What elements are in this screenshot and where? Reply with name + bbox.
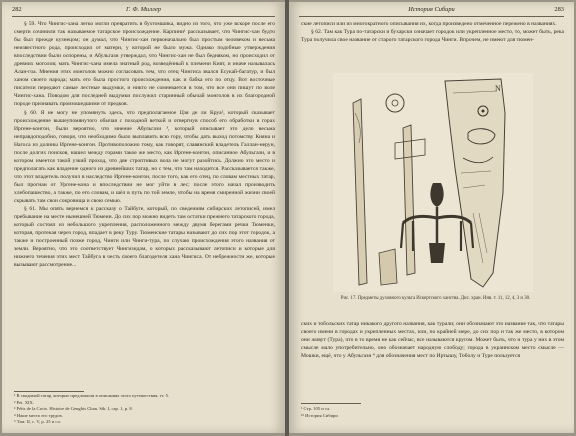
left-running-head: Г. Ф. Миллер [126, 6, 161, 13]
left-paragraph-60: § 60. Я не могу не упомянуть здесь, что предполагаемое Цзя де ли Круа², который сказывает происхождение вышеупомянутого обычая с походной веткой и отвергнув способ его обработки в горах Иргене-конгон, были вероятно, что мнение Абульгази ³, который описывает это дело весьма неправдоподобно, говоря, что необходимо было выплавить всю гору, чтобы дать выход потомству Кияна и Нагоса из долины Иргене-конгон. Противоположно тому, как говорят, славянский владетель Галлан-нерун, после долгих поисков, нашел между горами такое же место, как Иргене-конгон, описанное Абульгази, и в котором имеется такой узкий проход, что две строптивых вола не могут разойтись. Должно это место и предполагать как владение одного из древнейших татар, но с тем, что там находится. Рассказывается также, что этот владетель получил в наследство Иргене-конгон, после того, как его отец, по словам местных татар, был прогнан от Ургене-кона и впоследствии не мог уйти в лес; после этого начал производить хлебопашество, а также, по его словам, и шёл в путь по той земле, чтобы на время смиренной жизни своей скрывать там свои сокровища и свою семью. [14, 109, 275, 205]
footnote: ¹ В сводимой татар, которые предложили в описаниях этого путешествия, тт. 5. [14, 393, 170, 398]
right-page-number: 283 [554, 6, 564, 13]
left-page [2, 2, 285, 433]
left-page-number: 282 [12, 6, 22, 13]
right-page-body-bottom [301, 320, 564, 388]
right-paragraph-continued-bottom: ских и тобольских татар никакого другого названия, как турали; они обозначают это название так, что татары своего имени в городах и укрепленных местах, или, по крайней мере, до сих пор и так же место, в котором они живут (Тура), что в то время не как сейчас, все называются кругом. Может быть, что и тура у них в этом смысле мало употребительно, оно обозначает народную слободу; города в украинском место смысле — Мошки, ещё, что у Абульгази ⁴ для обозначения мест по Иртышу, Тоболу и Туре пользуется [301, 321, 564, 360]
left-footnotes [14, 393, 275, 426]
artifact-illustration [333, 73, 533, 292]
footnote: ⁵ Там. II, с. V, p. 25 и сл. [14, 419, 61, 424]
right-page [289, 2, 574, 433]
figure-caption: Рис. 17. Предметы духовного культа Искертского ханства. Дис. хран. Инв. т. 11, 12, 4, 3 и 30. [340, 296, 531, 301]
footnote-divider [14, 391, 84, 392]
right-paragraph-62: § 62. Там как Тура по-татарски и бухарски означает городок или укрепленное место, то, может быть, река Тура получила свое название от старого татарского города Чинги. Впрочем, не имеют для тюмен- [301, 29, 564, 44]
footnote: ² Pet. XIX. [14, 399, 35, 405]
right-footnotes [301, 406, 564, 419]
left-paragraph-59: § 59. Что Чингис-хана легко могли превратить в бухтомшика, видно из того, что уже вскоре после его смерти сочинили так называемое татарское происхождение. Карпини¹ рассказывает, что Чингис-хан будто бы был прежде кузнецом; он думал, что Чингис-хан первоначально был простым человеком и весьма неизвестного рода, происходил от матери, у которой не было мужа. Однако подобные утверждения впоследствии были оспорены, и Абульгази утверждал, что Чингис-хан не был бедняком, но происходил от древних моголов; мать Чингис-хана имела знатный род, возведённый к племени Кият, и иначе называлась Алан-гоа. Мнения этих монголов можно согласовать тем, что отец Чингиса звался Есукай-багатур, и был ханом своего народа; мать его была простого происхождения, как и бабка его по отцу. Вот восточные писатели передают самые лестные выдумки, и никто не сомневается в том, что все они пишут по воле Чингис-хана. Поводом для последней выдумки послужил старинный обычай монголов в их благородной породе признавать произошедшими от предков. [14, 21, 275, 108]
footnote: ³ Pétis de la Croix. Histoire de Genghis Chan. Sib. I, cap. 1, p. 8. [14, 406, 133, 411]
right-paragraph-continued: ские летописи или из многократного описывания их, когда произведено отмеченное пережено в названиях. [301, 21, 557, 27]
svg-text:N: N [495, 84, 501, 93]
footnote: ⁴ Наше место его трудов. [14, 412, 63, 418]
artifact-drawing [333, 73, 533, 292]
left-page-header [12, 6, 275, 17]
footnote-divider [301, 403, 361, 404]
left-paragraph-61: § 61. Мы опять вернемся к рассказу о Тайбуге, который, по сведениям сибирских летописей, имел пребывание на месте нынешней Тюмени. До сих пор можно видеть там остатки прежнего татарского города, который состоял из небольшого укрепления, расположенного между двумя берегами речки Тюменки, которая, протекая через город, впадает в реку Туру. Тюменские татары называют до сих пор этот городок, а также и построенный позже город, Чинги или Чинги-тура, по случаю происхождения этого названия от земли. Вероятно, что это соответствует Чингизидам, о которых рассказывают летописи и которые для нижнего течения этих мест Тайбуга в честь своего благодетеля хана Чингиса. От небрежности же, которые вызывают рассмотрение... [14, 206, 275, 269]
footnote: ¹ Стр. 105 и сл. [301, 406, 331, 411]
footnote: ¹⁹ История Сибири [301, 412, 338, 418]
left-page-body [14, 20, 275, 269]
right-page-body-top [301, 20, 564, 70]
right-running-head: История Сибири [408, 6, 455, 13]
right-page-header [299, 6, 564, 17]
